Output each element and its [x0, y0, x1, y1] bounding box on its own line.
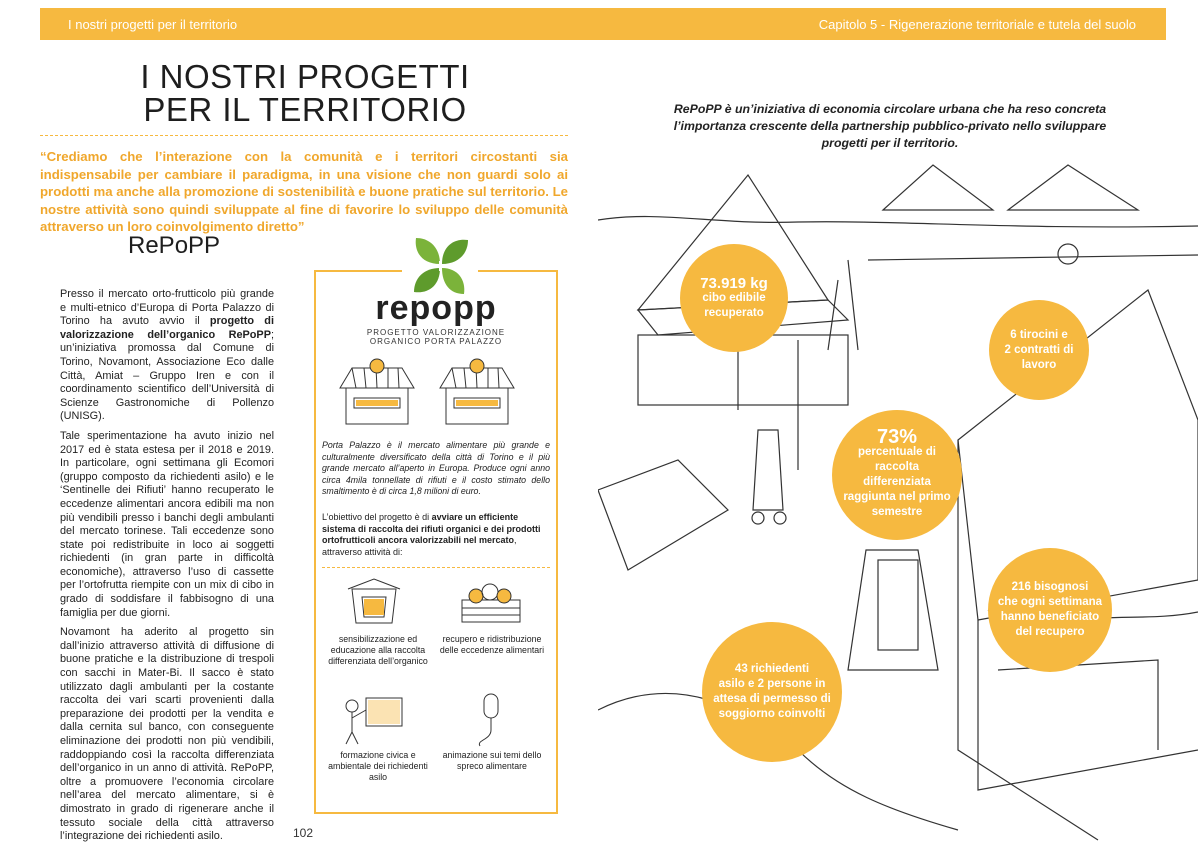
obj-text-bold: avviare un efficiente sistema di raccolta dei rifiuti organici e dei prodotti ortofrutticoli ancora valorizzabili nel mercato: [322, 512, 541, 545]
obj-text-c: , attraverso attività di:: [322, 535, 517, 557]
page-title: [110, 60, 500, 126]
stat-recycling-label: percentuale di raccolta differenziata raggiunta nel primo semestre: [843, 446, 951, 518]
activity-2: recupero e ridistribuzione delle eccedenze alimentari: [439, 634, 545, 655]
header-left-text: I nostri progetti per il territorio: [68, 16, 238, 32]
stat-beneficiaries-label: che ogni settimana hanno beneficiato del recupero: [997, 596, 1103, 638]
compost-bin-icon: [344, 577, 404, 627]
section-title: RePoPP: [128, 232, 221, 259]
logo-sub-line-1: PROGETTO VALORIZZAZIONE: [366, 328, 506, 337]
body-paragraph-2: Tale sperimentazione ha avuto inizio nel 2017 ed è stata estesa per il 2018 e 2019. In particolare, ogni settimana gli Ecomori (gruppo composto da richiedenti asilo) e le ‘Sentinelle dei Rifiuti’ hanno recuperato le eccedenze alimentari ancora edibili ma non più vendibili presso i banchi degli ambulanti del mercato torinese. Tali eccedenze sono state poi redistribuite in loco ai soggetti richiedenti (in gran parte in difficoltà economiche), attraverso l’uso di cassette per l’ortofrutta riempite con un mix di cibo in grado di soddisfare il fabbisogno di una famiglia per due giorni.: [60, 429, 274, 619]
stat-food-value: 73.919 kg: [700, 274, 768, 292]
p1-text-bold: progetto di valorizzazione dell’organico RePoPP: [60, 315, 274, 341]
body-paragraph-1: [60, 288, 274, 424]
stat-recycling-value: 73%: [876, 426, 918, 448]
header-left: [40, 8, 600, 40]
repopp-info-box: [314, 270, 558, 814]
stat-jobs-label: 2 contratti di lavoro: [1004, 343, 1074, 371]
stat-asylum-value: 43 richiedenti: [734, 663, 810, 675]
p1-text-c: ; un’iniziativa promossa dal Comune di Torino, Novamont, Associazione Eco dalle Città, Amiat – Gruppo Iren e con il coordinamento scientifico dell’Università di Scienze Gastronomiche di Pollenzo (UNISG).: [60, 328, 274, 423]
stat-jobs-value: 6 tirocini e: [1010, 328, 1068, 341]
header-right: [600, 8, 1166, 40]
body-paragraph-3: Novamont ha aderito al progetto sin dall’inizio attraverso attività di diffusione di buone pratiche e la distribuzione di trespoli con sacchi in Mater-Bi. Il sacco è stato utilizzato dagli ambulanti per la costante raccolta dei vari scarti provenienti dalla preparazione dei prodotti per la vendita e dalla cernita sul banco, con conseguente eliminazione dei prodotti non più vendibili, raddoppiando così la raccolta differenziata dell’organico in un anno di attività. RePoPP, oltre a promuovere l’economia circolare nell’area del mercato alimentare, si è dimostrato in grado di rigenerare anche il tessuto sociale della città attraverso l’integrazione dei richiedenti asilo.: [60, 626, 274, 843]
stat-circle-food: [680, 244, 788, 352]
p1-text-a: Presso il mercato orto-frutticolo più grande e multi-etnico d’Europa di Porta Palazzo di Torino ha avuto avvio il: [60, 288, 274, 328]
repopp-logo-word: repopp: [375, 289, 497, 327]
stat-circle-asylum: [702, 622, 842, 762]
box-divider: [322, 567, 550, 568]
title-line-1: I NOSTRI PROGETTI: [140, 58, 470, 95]
activity-1: sensibilizzazione ed educazione alla raccolta differenziata dell’organico: [328, 634, 428, 666]
logo-sub-line-2: ORGANICO PORTA PALAZZO: [369, 337, 503, 346]
box-italic-text: Porta Palazzo è il mercato alimentare più grande e culturalmente diversificato della città di Torino e il più grande mercato all’aperto in Europa. Produce ogni anno circa 4mila tonnellate di rifiuti e il costo stimato dello smaltimento è di circa 1,8 milioni di euro.: [322, 440, 550, 496]
activity-3: formazione civica e ambientale dei richiedenti asilo: [328, 750, 428, 782]
title-line-2: PER IL TERRITORIO: [143, 91, 467, 128]
title-divider: [40, 135, 568, 136]
stat-circle-jobs: [989, 300, 1089, 400]
market-stall-icon: [336, 358, 536, 430]
intro-quote: “Crediamo che l’interazione con la comunità e i territori circostanti sia indispensabile per cambiare il paradigma, in una visione che non guardi solo ai prodotti ma anche alla promozione di sostenibilità e buone pratiche sul territorio. Le nostre attività sono quindi sviluppate al fine di favorire lo sviluppo delle comunità attraverso un loro coinvolgimento diretto”: [40, 149, 568, 234]
obj-text-a: L’obiettivo del progetto è di: [322, 512, 432, 522]
repopp-logo-subtitle: [316, 328, 556, 346]
illustration-intro: RePoPP è un’iniziativa di economia circolare urbana che ha reso concreta l’importanza crescente della partnership pubblico-privato nello sviluppare progetti per il territorio.: [673, 102, 1107, 150]
header-right-text: Capitolo 5 - Rigenerazione territoriale e tutela del suolo: [818, 16, 1136, 32]
microphone-icon: [466, 690, 516, 748]
activity-4: animazione sui temi dello spreco alimentare: [442, 750, 542, 771]
stat-asylum-label: asilo e 2 persone in attesa di permesso di soggiorno coinvolti: [713, 678, 831, 720]
food-crate-icon: [456, 572, 526, 628]
box-objective-text: [322, 512, 550, 558]
stat-circle-beneficiaries: [988, 548, 1112, 672]
body-text: [60, 288, 274, 850]
stat-beneficiaries-value: 216 bisognosi: [1011, 581, 1089, 593]
page-number: 102: [293, 826, 314, 840]
stat-food-label: cibo edibile recuperato: [702, 291, 766, 319]
teacher-board-icon: [338, 692, 408, 748]
stat-circle-recycling: [832, 410, 962, 540]
